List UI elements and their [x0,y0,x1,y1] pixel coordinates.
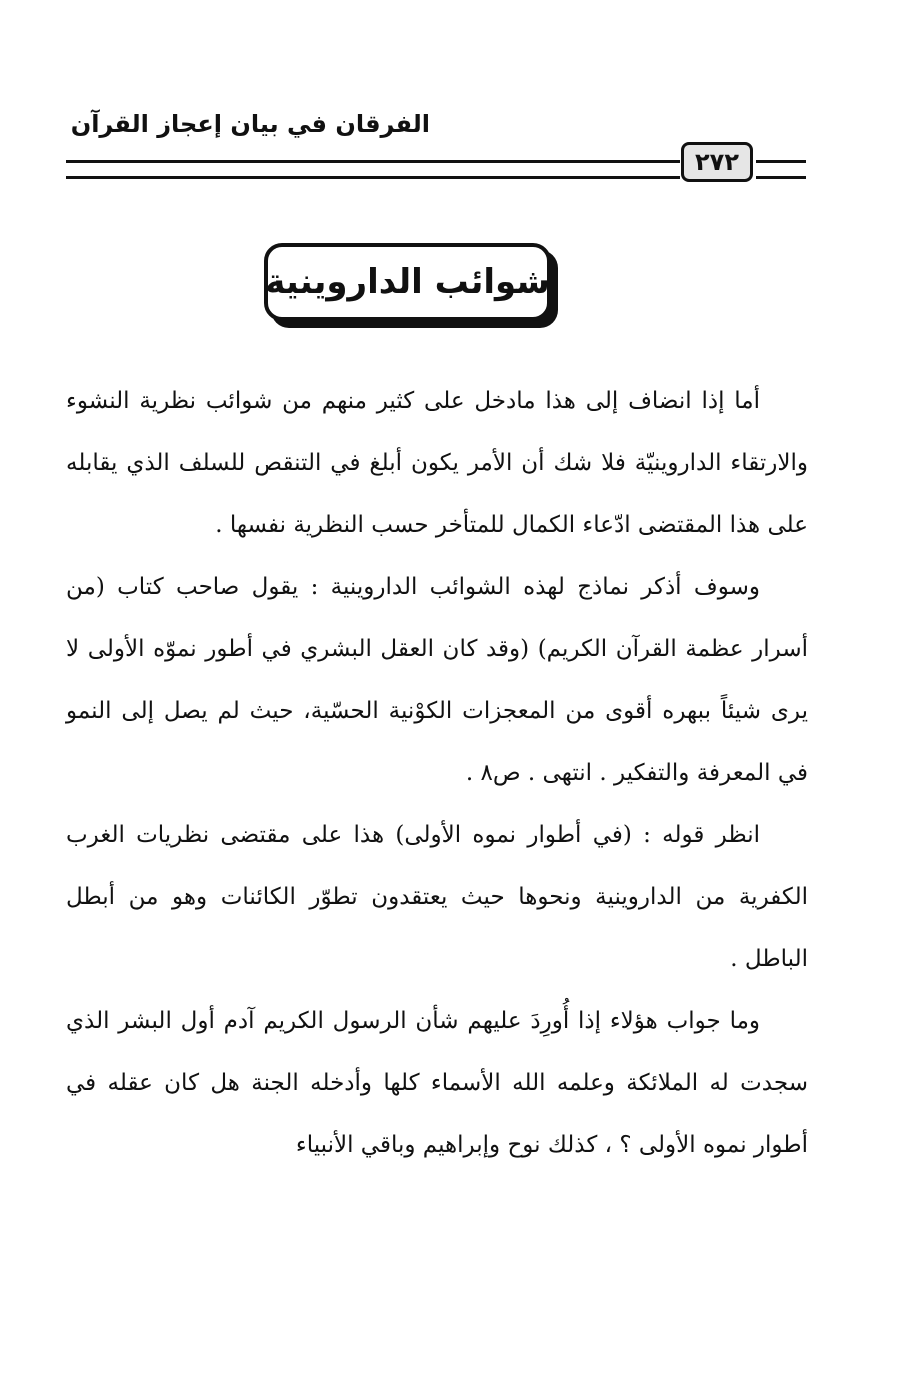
page-number: ٢٧٢ [681,142,753,182]
body-text [66,370,808,1176]
header-rule-top-right [756,160,806,163]
header-rule-top [66,160,680,163]
running-title: الفرقان في بيان إعجاز القرآن [70,110,430,138]
paragraph-1: أما إذا انضاف إلى هذا مادخل على كثير منهم من شوائب نظرية النشوء والارتقاء الداروينيّة فلا شك أن الأمر يكون أبلغ في التنقص للسلف الذي يقابله على هذا المقتضى ادّعاء الكمال للمتأخر حسب النظرية نفسها . [66,388,808,538]
chapter-title-box [264,243,551,321]
header-rule-bottom-right [756,176,806,179]
header-rule-bottom [66,176,680,179]
paragraph-2: وسوف أذكر نماذج لهذه الشوائب الداروينية : يقول صاحب كتاب (من أسرار عظمة القرآن الكريم) (وقد كان العقل البشري في أطور نموّه الأولى لا يرى شيئاً ببهره أقوى من المعجزات الكوْنية الحسّية، حيث لم يصل إلى النمو في المعرفة والتفكير . انتهى . ص٨ . [66,574,808,786]
paragraph-4: وما جواب هؤلاء إذا أُورِدَ عليهم شأن الرسول الكريم آدم أول البشر الذي سجدت له الملائكة وعلمه الله الأسماء كلها وأدخله الجنة هل كان عقله في أطوار نموه الأولى ؟ ، كذلك نوح وإبراهيم وباقي الأنبياء [66,1008,808,1158]
paragraph-3: انظر قوله : (في أطوار نموه الأولى) هذا على مقتضى نظريات الغرب الكفرية من الداروينية ونحوها حيث يعتقدون تطوّر الكائنات وهو من أبطل الباطل . [66,822,808,972]
chapter-title: شوائب الداروينية [265,262,550,302]
